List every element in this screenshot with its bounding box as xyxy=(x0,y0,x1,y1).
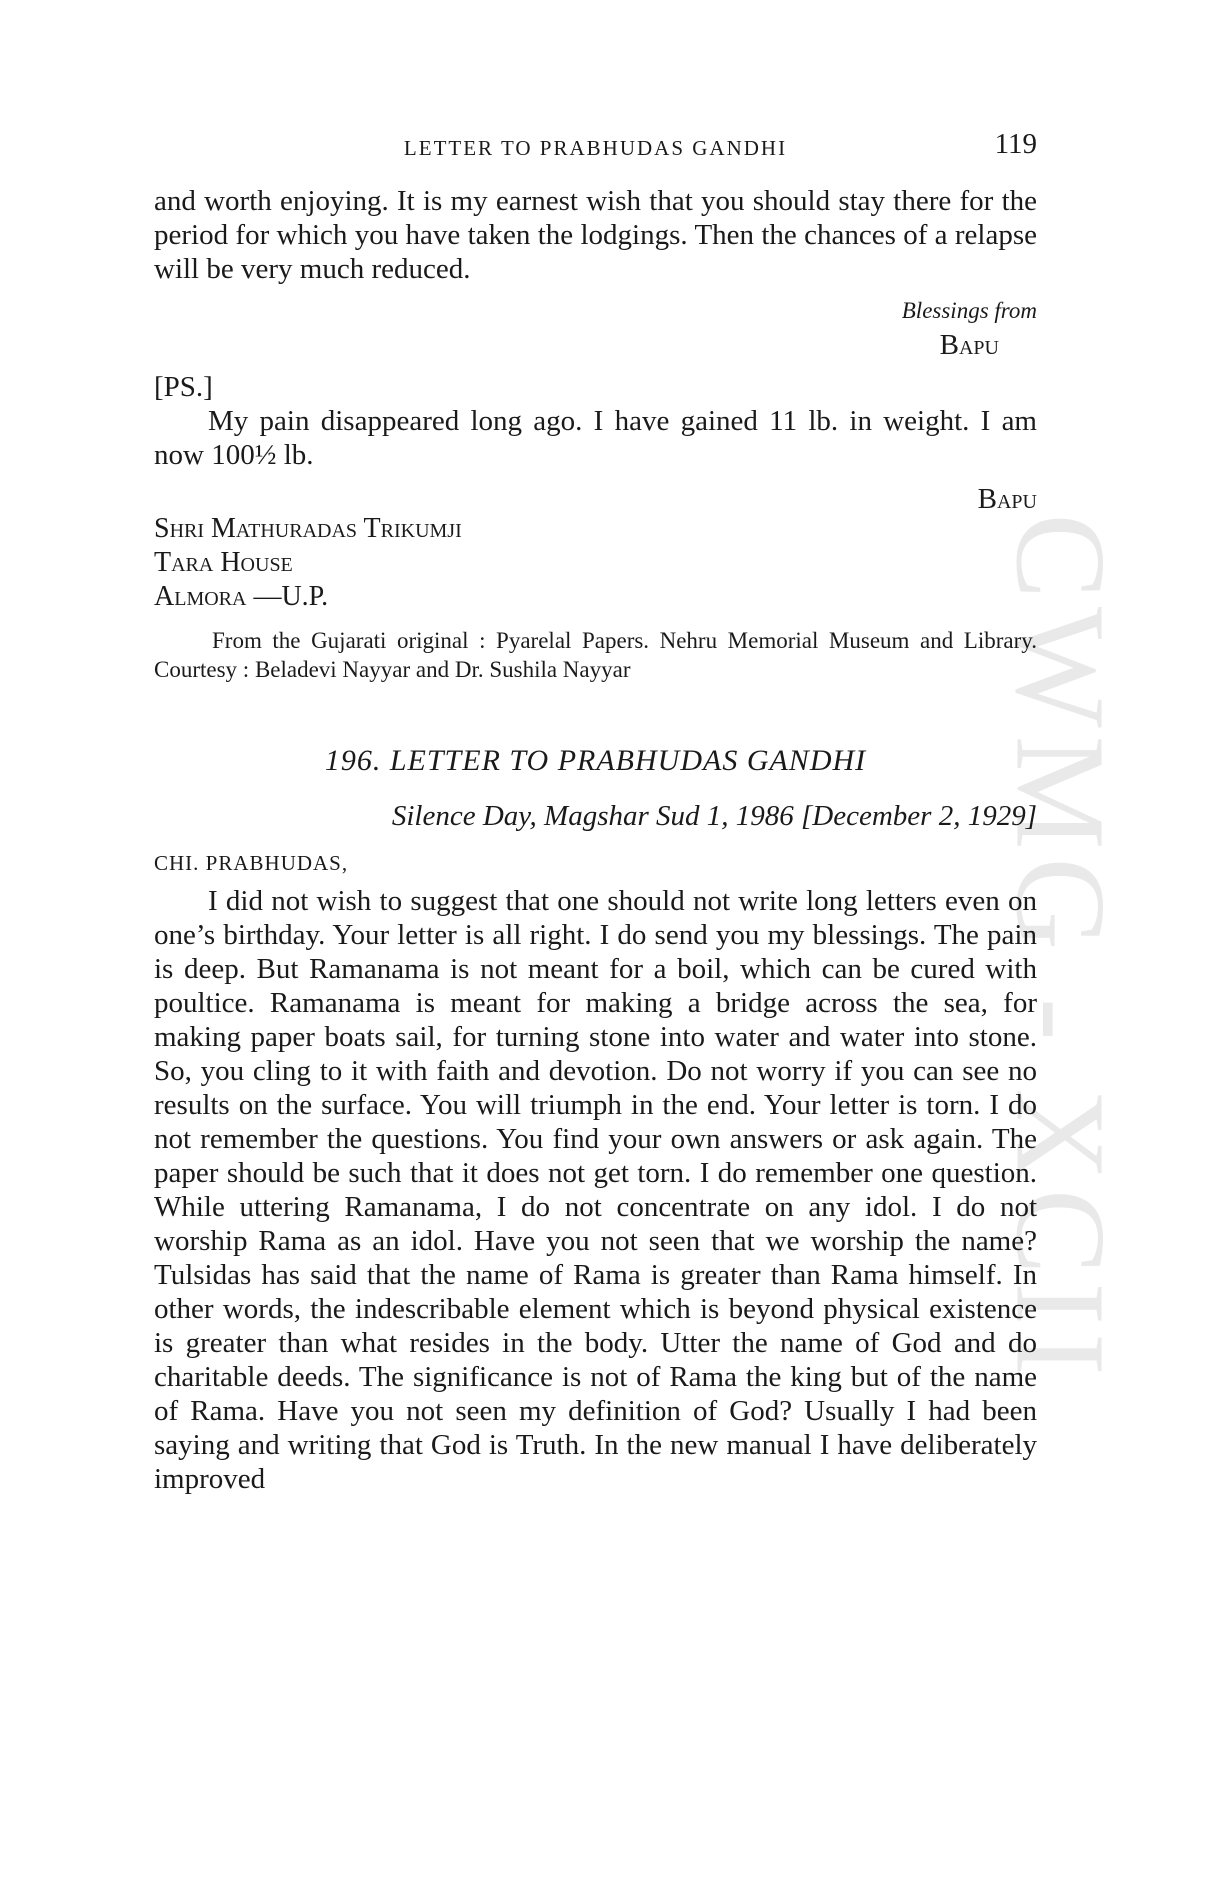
postscript-text-end: lb. xyxy=(276,439,314,471)
letter-196 xyxy=(154,744,1037,1496)
postscript-text-main: My pain disappeared long ago. I have gained 11 lb. in weight. I am now 100 xyxy=(154,405,1037,471)
address-line-2: Tara House xyxy=(154,547,293,578)
watermark: CWMG - XCII xyxy=(989,512,1132,1384)
address-line-1: Shri Mathuradas Trikumji xyxy=(154,513,462,544)
salutation: CHI. PRABHUDAS, xyxy=(154,851,349,875)
letter-end-paragraph: and worth enjoying. It is my earnest wish that you should stay there for the period for which you have taken the lodgings. Then the chances of a relapse will be very much reduced. xyxy=(154,185,1037,285)
closing-blessings: Blessings from xyxy=(901,298,1037,323)
letter-end-section xyxy=(154,184,1037,362)
running-head: LETTER TO PRABHUDAS GANDHI xyxy=(403,136,788,160)
page-header xyxy=(154,128,1037,168)
section-heading: 196. LETTER TO PRABHUDAS GANDHI xyxy=(324,744,867,777)
dateline: Silence Day, Magshar Sud 1, 1986 [December 2, 1929] xyxy=(391,800,1037,832)
address-block xyxy=(154,512,1037,614)
postscript-label: [PS.] xyxy=(154,371,213,403)
letter-196-body: I did not wish to suggest that one should not write long letters even on one’s birthday. Your letter is all right. I do send you my blessings. The pain is deep. But Ramanama is not meant for a boil, which can be cured with poultice. Ramanama is meant for making a bridge across the sea, for making paper boats sail, for turning stone into water and water into stone. So, you cling to it with faith and devotion. Do not worry if you can see no results on the surface. You will triumph in the end. Your letter is torn. I do not remember the questions. You find your own answers or ask again. The paper should be such that it does not get torn. I do remember one question. While uttering Ramanama, I do not concentrate on any idol. I do not worship Rama as an idol. Have you not seen that we worship the name? Tulsidas has said that the name of Rama is greater than Rama himself. In other words, the indescribable element which is beyond physical existence is greater than what resides in the body. Utter the name of God and do charitable deeds. The significance is not of Rama the king but of the name of Rama. Have you not seen my definition of God? Usually I had been saying and writing that God is Truth. In the new manual I have deliberately improved xyxy=(154,885,1037,1495)
signature-bapu: Bapu xyxy=(939,329,999,361)
page-number: 119 xyxy=(994,128,1037,160)
address-line-3: Almora —U.P. xyxy=(154,581,329,612)
source-note xyxy=(154,626,1037,684)
postscript-section xyxy=(154,370,1037,516)
postscript-signature: Bapu xyxy=(977,483,1037,515)
source-note-text: From the Gujarati original : Pyarelal Papers. Nehru Memorial Museum and Library. Courtesy : Beladevi Nayyar and Dr. Sushila Nayyar xyxy=(154,628,1037,682)
postscript-text xyxy=(154,404,1037,472)
postscript-fraction: ½ xyxy=(254,439,277,471)
